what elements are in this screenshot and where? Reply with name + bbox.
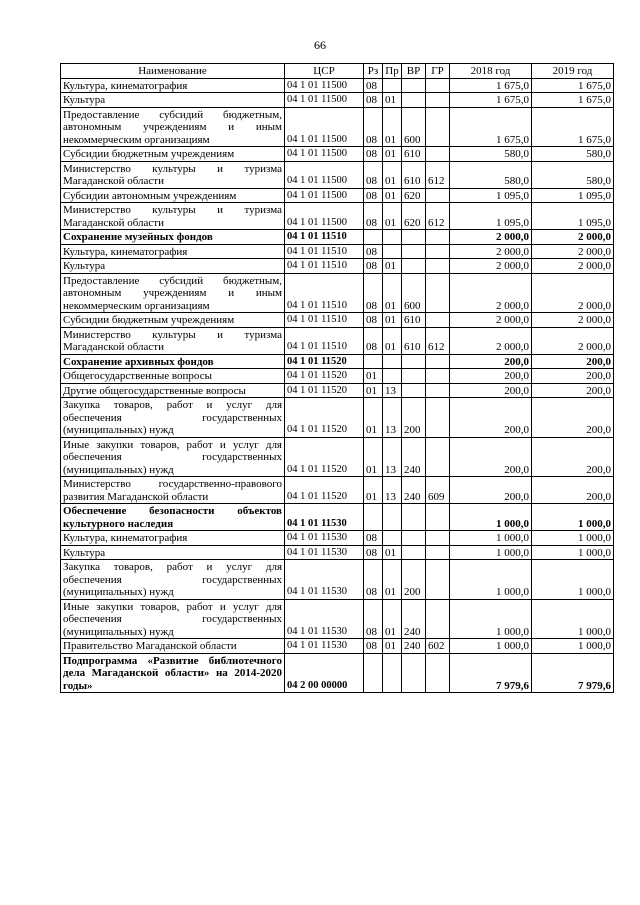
cell-vr (402, 531, 426, 546)
cell-vr: 610 (402, 327, 426, 354)
cell-gr: 609 (426, 477, 450, 504)
table-row (61, 369, 614, 384)
cell-rz: 08 (364, 203, 383, 230)
cell-name: Субсидии бюджетным учреждениям (61, 147, 285, 162)
cell-2018: 7 979,6 (450, 653, 532, 693)
cell-pr (383, 504, 402, 531)
cell-gr (426, 188, 450, 203)
cell-gr (426, 437, 450, 477)
cell-csr: 04 1 01 11530 (285, 599, 364, 639)
cell-rz: 08 (364, 161, 383, 188)
cell-name: Иные закупки товаров, работ и услуг для обеспечения государственных (муниципальных) нужд (61, 599, 285, 639)
table-row (61, 188, 614, 203)
cell-vr (402, 504, 426, 531)
cell-gr (426, 560, 450, 600)
cell-name: Общегосударственные вопросы (61, 369, 285, 384)
cell-pr: 01 (383, 161, 402, 188)
cell-2018: 1 675,0 (450, 78, 532, 93)
cell-2019: 1 675,0 (532, 78, 614, 93)
cell-vr: 610 (402, 147, 426, 162)
cell-2018: 200,0 (450, 383, 532, 398)
cell-2018: 2 000,0 (450, 327, 532, 354)
cell-pr: 13 (383, 398, 402, 438)
cell-vr (402, 383, 426, 398)
cell-pr (383, 531, 402, 546)
cell-2019: 1 000,0 (532, 639, 614, 654)
cell-name: Сохранение архивных фондов (61, 354, 285, 369)
table-row (61, 531, 614, 546)
cell-gr (426, 273, 450, 313)
table-row (61, 545, 614, 560)
cell-2019: 2 000,0 (532, 327, 614, 354)
cell-pr: 13 (383, 477, 402, 504)
cell-pr: 01 (383, 560, 402, 600)
cell-rz: 01 (364, 383, 383, 398)
cell-vr: 600 (402, 107, 426, 147)
cell-2019: 1 095,0 (532, 188, 614, 203)
cell-vr: 240 (402, 437, 426, 477)
cell-2018: 2 000,0 (450, 259, 532, 274)
cell-pr (383, 78, 402, 93)
cell-2018: 200,0 (450, 398, 532, 438)
cell-2019: 2 000,0 (532, 244, 614, 259)
cell-csr: 04 1 01 11520 (285, 477, 364, 504)
cell-csr: 04 1 01 11500 (285, 203, 364, 230)
cell-2018: 580,0 (450, 147, 532, 162)
cell-2018: 2 000,0 (450, 313, 532, 328)
cell-name: Субсидии бюджетным учреждениям (61, 313, 285, 328)
header-pr: Пр (383, 64, 402, 79)
cell-2018: 2 000,0 (450, 273, 532, 313)
table-row (61, 504, 614, 531)
cell-2018: 1 675,0 (450, 93, 532, 108)
cell-csr: 04 1 01 11500 (285, 188, 364, 203)
cell-rz: 01 (364, 369, 383, 384)
cell-rz: 08 (364, 639, 383, 654)
cell-2018: 1 000,0 (450, 560, 532, 600)
cell-2019: 1 000,0 (532, 560, 614, 600)
cell-gr (426, 369, 450, 384)
cell-rz: 08 (364, 78, 383, 93)
cell-2019: 2 000,0 (532, 230, 614, 245)
cell-rz: 08 (364, 327, 383, 354)
cell-name: Сохранение музейных фондов (61, 230, 285, 245)
cell-rz: 08 (364, 188, 383, 203)
cell-pr (383, 369, 402, 384)
cell-rz: 08 (364, 244, 383, 259)
cell-csr: 04 1 01 11530 (285, 639, 364, 654)
cell-csr: 04 1 01 11510 (285, 259, 364, 274)
table-row (61, 327, 614, 354)
cell-2018: 200,0 (450, 369, 532, 384)
cell-rz: 08 (364, 560, 383, 600)
cell-2019: 200,0 (532, 369, 614, 384)
cell-2019: 2 000,0 (532, 313, 614, 328)
cell-2019: 1 675,0 (532, 107, 614, 147)
cell-2018: 200,0 (450, 437, 532, 477)
cell-2018: 1 000,0 (450, 504, 532, 531)
cell-name: Министерство культуры и туризма Магаданской области (61, 327, 285, 354)
cell-gr: 612 (426, 327, 450, 354)
cell-csr: 04 1 01 11510 (285, 273, 364, 313)
cell-pr: 01 (383, 93, 402, 108)
cell-2019: 200,0 (532, 398, 614, 438)
table-row (61, 244, 614, 259)
cell-name: Культура, кинематография (61, 78, 285, 93)
cell-rz (364, 230, 383, 245)
table-row (61, 93, 614, 108)
cell-gr (426, 653, 450, 693)
cell-csr: 04 1 01 11500 (285, 147, 364, 162)
cell-pr: 13 (383, 437, 402, 477)
cell-name: Закупка товаров, работ и услуг для обеспечения государственных (муниципальных) нужд (61, 398, 285, 438)
cell-gr (426, 259, 450, 274)
cell-csr: 04 1 01 11500 (285, 93, 364, 108)
cell-rz: 01 (364, 398, 383, 438)
cell-vr: 600 (402, 273, 426, 313)
cell-name: Предоставление субсидий бюджетным, автономным учреждениям и иным некоммерческим организациям (61, 273, 285, 313)
cell-gr (426, 354, 450, 369)
table-row (61, 313, 614, 328)
cell-2019: 1 000,0 (532, 545, 614, 560)
cell-vr (402, 259, 426, 274)
table-row (61, 437, 614, 477)
table-row (61, 273, 614, 313)
budget-table (60, 63, 614, 693)
cell-name: Культура (61, 545, 285, 560)
cell-vr: 240 (402, 599, 426, 639)
cell-rz: 01 (364, 477, 383, 504)
cell-name: Правительство Магаданской области (61, 639, 285, 654)
cell-2019: 200,0 (532, 354, 614, 369)
header-2019: 2019 год (532, 64, 614, 79)
cell-vr (402, 230, 426, 245)
cell-gr (426, 230, 450, 245)
cell-rz (364, 653, 383, 693)
cell-pr: 01 (383, 639, 402, 654)
cell-2019: 200,0 (532, 383, 614, 398)
table-row (61, 107, 614, 147)
cell-gr (426, 545, 450, 560)
cell-csr: 04 1 01 11510 (285, 230, 364, 245)
table-row (61, 477, 614, 504)
cell-pr: 01 (383, 327, 402, 354)
cell-name: Обеспечение безопасности объектов культурного наследия (61, 504, 285, 531)
table-row (61, 161, 614, 188)
cell-2018: 1 000,0 (450, 599, 532, 639)
cell-csr: 04 1 01 11530 (285, 560, 364, 600)
cell-gr (426, 383, 450, 398)
cell-2018: 200,0 (450, 354, 532, 369)
cell-name: Предоставление субсидий бюджетным, автономным учреждениям и иным некоммерческим организациям (61, 107, 285, 147)
cell-name: Культура, кинематография (61, 244, 285, 259)
cell-vr: 240 (402, 477, 426, 504)
cell-csr: 04 1 01 11530 (285, 504, 364, 531)
cell-rz: 01 (364, 437, 383, 477)
page-number: 66 (314, 38, 326, 52)
cell-gr (426, 107, 450, 147)
cell-pr: 01 (383, 188, 402, 203)
cell-2019: 1 000,0 (532, 599, 614, 639)
cell-rz (364, 354, 383, 369)
cell-csr: 04 1 01 11520 (285, 383, 364, 398)
cell-vr (402, 354, 426, 369)
cell-2019: 580,0 (532, 147, 614, 162)
cell-csr: 04 2 00 00000 (285, 653, 364, 693)
cell-2018: 1 095,0 (450, 188, 532, 203)
cell-csr: 04 1 01 11530 (285, 531, 364, 546)
cell-2018: 1 095,0 (450, 203, 532, 230)
table-row (61, 383, 614, 398)
cell-pr (383, 354, 402, 369)
cell-2018: 1 000,0 (450, 545, 532, 560)
cell-rz: 08 (364, 273, 383, 313)
cell-gr (426, 398, 450, 438)
cell-name: Культура (61, 93, 285, 108)
cell-2019: 2 000,0 (532, 259, 614, 274)
cell-csr: 04 1 01 11530 (285, 545, 364, 560)
cell-pr: 01 (383, 313, 402, 328)
cell-name: Министерство культуры и туризма Магаданской области (61, 203, 285, 230)
cell-vr: 610 (402, 161, 426, 188)
table-row (61, 560, 614, 600)
cell-rz (364, 504, 383, 531)
cell-2018: 200,0 (450, 477, 532, 504)
cell-2018: 580,0 (450, 161, 532, 188)
table-body (61, 78, 614, 693)
header-vr: ВР (402, 64, 426, 79)
cell-csr: 04 1 01 11520 (285, 354, 364, 369)
cell-vr (402, 369, 426, 384)
cell-2019: 2 000,0 (532, 273, 614, 313)
cell-csr: 04 1 01 11520 (285, 369, 364, 384)
table-row (61, 230, 614, 245)
cell-name: Культура, кинематография (61, 531, 285, 546)
table-row (61, 653, 614, 693)
table-row (61, 147, 614, 162)
cell-gr (426, 504, 450, 531)
table-row (61, 354, 614, 369)
cell-rz: 08 (364, 259, 383, 274)
cell-2019: 580,0 (532, 161, 614, 188)
cell-pr: 01 (383, 273, 402, 313)
cell-pr: 13 (383, 383, 402, 398)
cell-pr: 01 (383, 107, 402, 147)
cell-2018: 1 000,0 (450, 639, 532, 654)
cell-pr: 01 (383, 259, 402, 274)
cell-csr: 04 1 01 11510 (285, 313, 364, 328)
cell-pr (383, 230, 402, 245)
cell-csr: 04 1 01 11510 (285, 327, 364, 354)
cell-pr (383, 244, 402, 259)
cell-vr: 240 (402, 639, 426, 654)
cell-2019: 1 000,0 (532, 504, 614, 531)
cell-name: Другие общегосударственные вопросы (61, 383, 285, 398)
cell-2018: 1 000,0 (450, 531, 532, 546)
cell-vr: 610 (402, 313, 426, 328)
table-row (61, 78, 614, 93)
header-csr: ЦСР (285, 64, 364, 79)
cell-2018: 1 675,0 (450, 107, 532, 147)
cell-gr (426, 78, 450, 93)
cell-name: Закупка товаров, работ и услуг для обеспечения государственных (муниципальных) нужд (61, 560, 285, 600)
table-row (61, 259, 614, 274)
cell-vr: 200 (402, 398, 426, 438)
cell-gr (426, 599, 450, 639)
cell-vr (402, 653, 426, 693)
cell-vr: 620 (402, 203, 426, 230)
cell-csr: 04 1 01 11500 (285, 78, 364, 93)
cell-rz: 08 (364, 531, 383, 546)
table-row (61, 639, 614, 654)
cell-2019: 1 000,0 (532, 531, 614, 546)
cell-name: Иные закупки товаров, работ и услуг для обеспечения государственных (муниципальных) нужд (61, 437, 285, 477)
cell-gr: 602 (426, 639, 450, 654)
cell-name: Министерство государственно-правового развития Магаданской области (61, 477, 285, 504)
cell-csr: 04 1 01 11520 (285, 398, 364, 438)
header-row (61, 64, 614, 79)
cell-name: Культура (61, 259, 285, 274)
cell-2019: 200,0 (532, 477, 614, 504)
cell-2019: 1 095,0 (532, 203, 614, 230)
cell-pr: 01 (383, 545, 402, 560)
cell-vr (402, 78, 426, 93)
cell-csr: 04 1 01 11520 (285, 437, 364, 477)
header-rz: Рз (364, 64, 383, 79)
cell-gr: 612 (426, 161, 450, 188)
header-gr: ГР (426, 64, 450, 79)
cell-gr (426, 147, 450, 162)
cell-2019: 200,0 (532, 437, 614, 477)
cell-pr: 01 (383, 599, 402, 639)
cell-pr (383, 653, 402, 693)
cell-vr: 200 (402, 560, 426, 600)
cell-pr: 01 (383, 203, 402, 230)
cell-pr: 01 (383, 147, 402, 162)
cell-name: Министерство культуры и туризма Магаданской области (61, 161, 285, 188)
cell-vr (402, 244, 426, 259)
cell-gr (426, 313, 450, 328)
cell-2018: 2 000,0 (450, 244, 532, 259)
cell-gr (426, 93, 450, 108)
cell-rz: 08 (364, 599, 383, 639)
cell-vr (402, 545, 426, 560)
cell-vr: 620 (402, 188, 426, 203)
table-row (61, 398, 614, 438)
cell-gr: 612 (426, 203, 450, 230)
cell-name: Подпрограмма «Развитие библиотечного дела Магаданской области» на 2014-2020 годы» (61, 653, 285, 693)
cell-vr (402, 93, 426, 108)
cell-2019: 1 675,0 (532, 93, 614, 108)
header-2018: 2018 год (450, 64, 532, 79)
cell-csr: 04 1 01 11510 (285, 244, 364, 259)
cell-2019: 7 979,6 (532, 653, 614, 693)
cell-rz: 08 (364, 313, 383, 328)
cell-rz: 08 (364, 107, 383, 147)
cell-csr: 04 1 01 11500 (285, 161, 364, 188)
cell-rz: 08 (364, 147, 383, 162)
table-row (61, 203, 614, 230)
cell-rz: 08 (364, 93, 383, 108)
cell-rz: 08 (364, 545, 383, 560)
cell-gr (426, 531, 450, 546)
table-row (61, 599, 614, 639)
header-name: Наименование (61, 64, 285, 79)
cell-name: Субсидии автономным учреждениям (61, 188, 285, 203)
cell-csr: 04 1 01 11500 (285, 107, 364, 147)
cell-gr (426, 244, 450, 259)
cell-2018: 2 000,0 (450, 230, 532, 245)
